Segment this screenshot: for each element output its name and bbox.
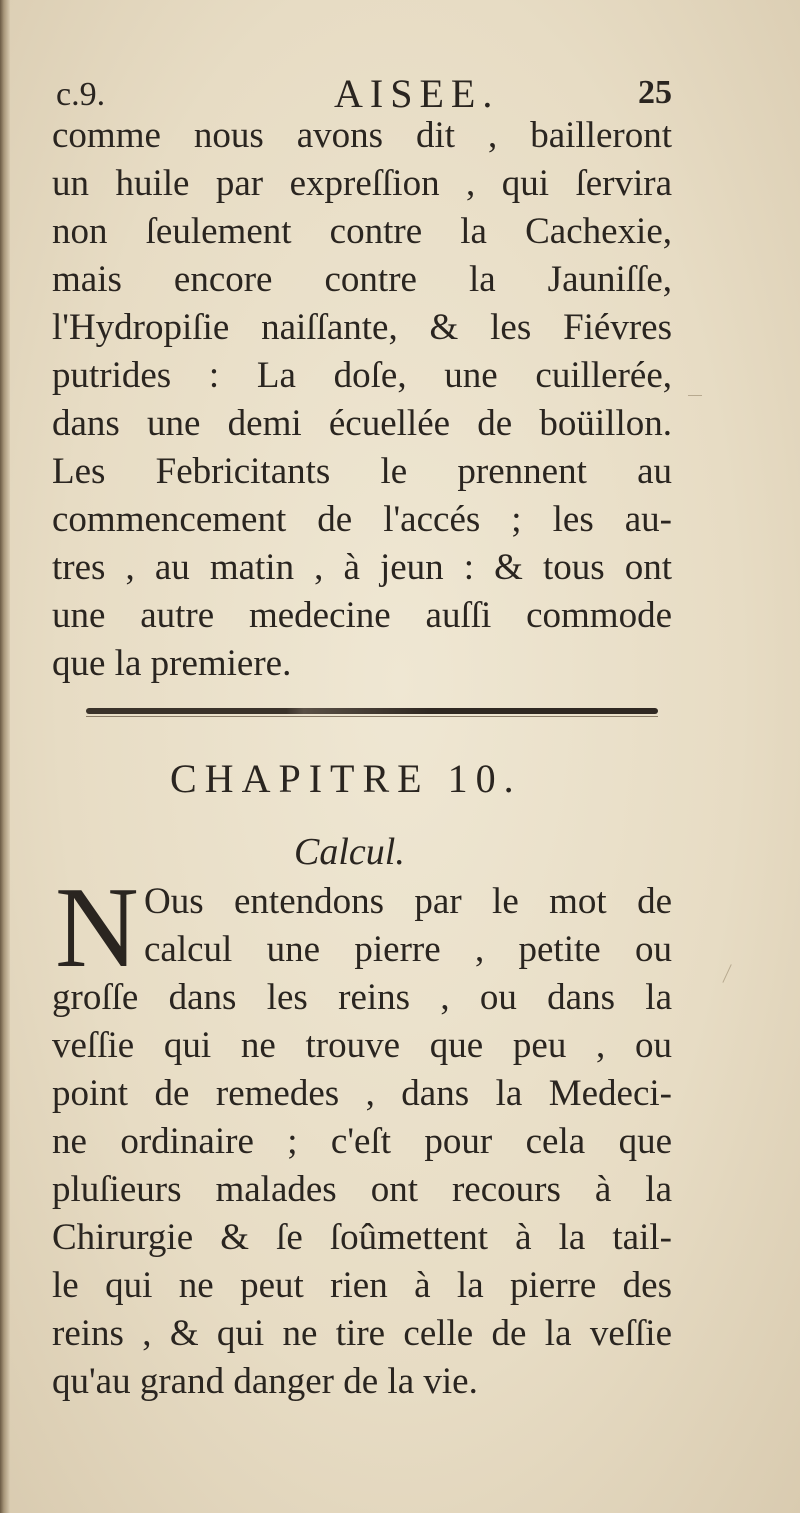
text-line: tres , au matin , à jeun : & tous ont (52, 547, 672, 588)
text-line: l'Hydropiſie naiſſante, & les Fiévres (52, 307, 672, 348)
running-head-title: AISEE. (334, 71, 500, 116)
chapter-paragraph (52, 864, 672, 1406)
preceding-paragraph (52, 112, 672, 688)
chapter-subtitle: Calcul. (294, 831, 405, 873)
section-divider-hairline (86, 716, 658, 717)
chapter-heading: CHAPITRE 10. (170, 756, 522, 801)
text-line: putrides : La doſe, une cuillerée, (52, 355, 672, 396)
text-line: ne ordinaire ; c'eſt pour cela que (52, 1121, 672, 1162)
text-line: pluſieurs malades ont recours à la (52, 1169, 672, 1210)
text-line: veſſie qui ne trouve que peu , ou (52, 1025, 672, 1066)
text-line: comme nous avons dit , bailleront (52, 115, 672, 156)
drop-cap: N (55, 864, 139, 992)
text-line: qu'au grand danger de la vie. (52, 1361, 478, 1402)
page-number: 25 (638, 74, 672, 111)
text-line: non ſeulement contre la Cachexie, (52, 211, 672, 252)
text-line: groſſe dans les reins , ou dans la (52, 977, 672, 1018)
text-line: point de remedes , dans la Medeci- (52, 1073, 672, 1114)
section-divider-rule (86, 708, 658, 714)
text-line: que la premiere. (52, 643, 292, 684)
running-head-section: c.9. (56, 76, 106, 113)
text-line: reins , & qui ne tire celle de la veſſie (52, 1313, 672, 1354)
running-head (52, 70, 672, 118)
paper-blemish (722, 964, 742, 988)
text-line: le qui ne peut rien à la pierre des (52, 1265, 672, 1306)
text-line: calcul une pierre , petite ou (144, 929, 672, 970)
text-line: mais encore contre la Jauniſſe, (52, 259, 672, 300)
text-line: commencement de l'accés ; les au- (52, 499, 672, 540)
page-binding-edge (0, 0, 10, 1513)
text-line: dans une demi écuellée de boüillon. (52, 403, 672, 444)
paper-blemish (688, 395, 702, 396)
text-line: Ous entendons par le mot de (144, 881, 672, 922)
text-line: Les Febricitants le prennent au (52, 451, 672, 492)
text-line: une autre medecine auſſi commode (52, 595, 672, 636)
text-line: un huile par expreſſion , qui ſervira (52, 163, 672, 204)
text-line: Chirurgie & ſe ſoûmettent à la tail- (52, 1217, 672, 1258)
